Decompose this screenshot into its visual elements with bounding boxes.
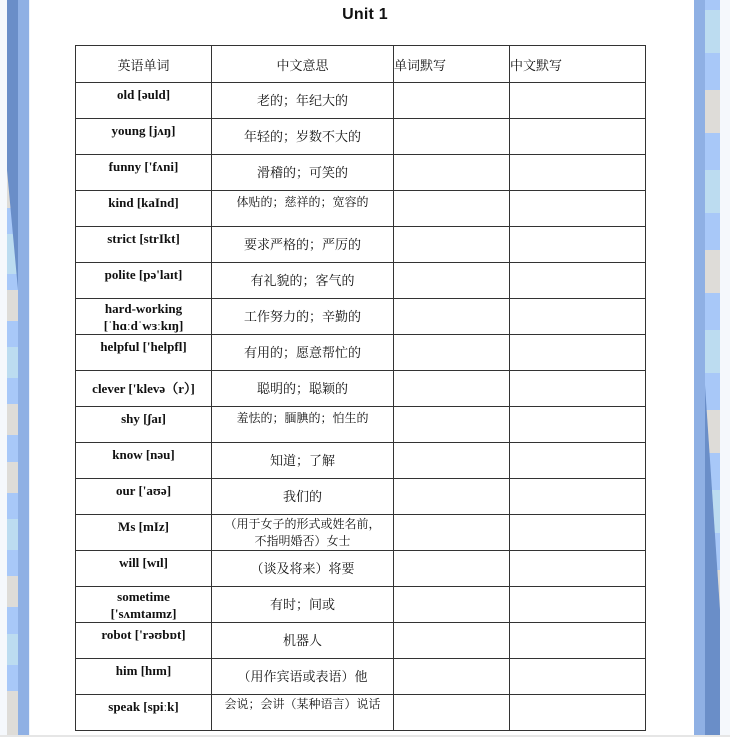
word-dictation-cell[interactable] (394, 551, 510, 587)
meaning-cell (212, 587, 394, 623)
table-row (76, 263, 646, 299)
header-word-dictation: 单词默写 (394, 46, 510, 83)
meaning-dictation-cell[interactable] (510, 119, 646, 155)
word-text: funny ['fʌni] (108, 159, 179, 174)
meaning-text: 聪明的；聪颖的 (256, 380, 348, 396)
word-dictation-blank[interactable] (394, 119, 509, 154)
word-cell (76, 443, 212, 479)
word-text: Ms [mIz] (118, 519, 169, 534)
table-row (76, 659, 646, 695)
word-text: helpful ['helpfl] (100, 339, 187, 354)
word-dictation-cell[interactable] (394, 407, 510, 443)
word-line-1: sometime (117, 589, 170, 604)
right-blue-band (694, 0, 705, 737)
meaning-text (212, 515, 393, 550)
word-cell (76, 335, 212, 371)
header-meaning-dictation: 中文默写 (510, 46, 646, 83)
meaning-dictation-blank[interactable] (510, 227, 645, 262)
table-row (76, 443, 646, 479)
meaning-text: 有礼貌的；客气的 (250, 272, 355, 288)
meaning-text: 有用的；愿意帮忙的 (243, 344, 361, 360)
table-row (76, 227, 646, 263)
word-dictation-cell[interactable] (394, 119, 510, 155)
meaning-dictation-blank[interactable] (510, 263, 645, 298)
meaning-cell (212, 407, 394, 443)
meaning-dictation-cell[interactable] (510, 551, 646, 587)
meaning-dictation-blank[interactable] (510, 299, 645, 334)
word-dictation-cell[interactable] (394, 587, 510, 623)
word-text (76, 587, 211, 622)
meaning-text: （用作宾语或表语）他 (237, 668, 368, 684)
meaning-line-2: 不指明婚否）女士 (254, 533, 351, 548)
meaning-dictation-blank[interactable] (510, 155, 645, 190)
word-line-1: hard-working (104, 301, 183, 316)
word-text: kind [kaInd] (108, 195, 179, 210)
meaning-text: 老的；年纪大的 (256, 92, 348, 108)
meaning-dictation-blank[interactable] (510, 335, 645, 370)
word-cell (76, 479, 212, 515)
meaning-cell (212, 299, 394, 335)
meaning-cell (212, 119, 394, 155)
meaning-text: 要求严格的；严厉的 (243, 236, 361, 252)
meaning-dictation-blank[interactable] (510, 119, 645, 154)
meaning-dictation-cell[interactable] (510, 695, 646, 731)
meaning-dictation-cell[interactable] (510, 299, 646, 335)
meaning-text: 滑稽的；可笑的 (256, 164, 348, 180)
meaning-dictation-cell[interactable] (510, 155, 646, 191)
word-text (76, 299, 211, 334)
word-cell (76, 371, 212, 407)
meaning-cell (212, 227, 394, 263)
left-band-edge (29, 0, 30, 737)
meaning-cell (212, 371, 394, 407)
word-dictation-blank[interactable] (394, 83, 509, 118)
left-page-margin (0, 0, 7, 737)
word-text: him [hɪm] (115, 663, 172, 678)
table-row (76, 155, 646, 191)
meaning-dictation-blank[interactable] (510, 551, 645, 586)
word-text: know [nəu] (112, 447, 175, 462)
meaning-cell (212, 83, 394, 119)
word-dictation-blank[interactable] (394, 479, 509, 514)
word-text: speak [spiːk] (108, 699, 179, 714)
meaning-dictation-cell[interactable] (510, 227, 646, 263)
table-row (76, 551, 646, 587)
word-cell (76, 263, 212, 299)
table-row (76, 371, 646, 407)
word-cell (76, 299, 212, 335)
word-dictation-cell[interactable] (394, 83, 510, 119)
word-dictation-blank[interactable] (394, 407, 509, 442)
meaning-dictation-blank[interactable] (510, 479, 645, 514)
meaning-cell (212, 335, 394, 371)
word-dictation-blank[interactable] (394, 659, 509, 694)
meaning-dictation-blank[interactable] (510, 587, 645, 622)
meaning-dictation-blank[interactable] (510, 191, 645, 226)
table-row (76, 191, 646, 227)
word-dictation-cell[interactable] (394, 695, 510, 731)
word-cell (76, 119, 212, 155)
word-dictation-blank[interactable] (394, 191, 509, 226)
word-dictation-blank[interactable] (394, 299, 509, 334)
word-dictation-blank[interactable] (394, 515, 509, 550)
word-line-2: [ˈhɑːdˈwɜːkɪŋ] (103, 318, 184, 333)
table-row (76, 695, 646, 731)
word-line-2: ['sʌmtaɪmz] (110, 606, 177, 621)
meaning-cell (212, 479, 394, 515)
word-dictation-blank[interactable] (394, 587, 509, 622)
word-dictation-blank[interactable] (394, 155, 509, 190)
word-cell (76, 551, 212, 587)
meaning-dictation-cell[interactable] (510, 659, 646, 695)
meaning-dictation-cell[interactable] (510, 443, 646, 479)
word-dictation-cell[interactable] (394, 335, 510, 371)
right-decorative-stripes (705, 0, 720, 737)
word-cell (76, 587, 212, 623)
meaning-dictation-blank[interactable] (510, 407, 645, 442)
word-dictation-cell[interactable] (394, 227, 510, 263)
meaning-text: 有时；间或 (269, 596, 335, 612)
meaning-dictation-blank[interactable] (510, 83, 645, 118)
vocabulary-table (75, 45, 646, 731)
table-row (76, 515, 646, 551)
word-dictation-blank[interactable] (394, 695, 509, 730)
word-cell (76, 659, 212, 695)
meaning-dictation-cell[interactable] (510, 263, 646, 299)
table-row (76, 623, 646, 659)
meaning-text: 会说；会讲（某种语言）说话 (224, 697, 381, 711)
word-dictation-cell[interactable] (394, 371, 510, 407)
table-row (76, 119, 646, 155)
table-row (76, 83, 646, 119)
meaning-dictation-cell[interactable] (510, 623, 646, 659)
page-title: Unit 1 (342, 6, 388, 23)
meaning-dictation-cell[interactable] (510, 191, 646, 227)
word-text: strict [strIkt] (107, 231, 180, 246)
left-wedge-shape (7, 0, 18, 737)
word-dictation-blank[interactable] (394, 371, 509, 406)
word-text: old [əuld] (116, 87, 171, 102)
table-row (76, 479, 646, 515)
meaning-line-1: （用于女子的形式或姓名前， (224, 516, 381, 531)
table-header-row (76, 46, 646, 83)
word-dictation-blank[interactable] (394, 335, 509, 370)
meaning-cell (212, 263, 394, 299)
word-dictation-blank[interactable] (394, 227, 509, 262)
word-dictation-cell[interactable] (394, 623, 510, 659)
word-cell (76, 515, 212, 551)
meaning-dictation-blank[interactable] (510, 695, 645, 730)
table-row (76, 299, 646, 335)
word-cell (76, 227, 212, 263)
table-row (76, 587, 646, 623)
right-page-margin (720, 0, 730, 737)
meaning-dictation-blank[interactable] (510, 515, 645, 550)
left-decorative-stripes (7, 0, 18, 737)
meaning-text: 机器人 (282, 632, 322, 648)
word-dictation-cell[interactable] (394, 191, 510, 227)
word-dictation-blank[interactable] (394, 263, 509, 298)
meaning-dictation-cell[interactable] (510, 407, 646, 443)
meaning-dictation-blank[interactable] (510, 371, 645, 406)
word-text: our ['aʊə] (115, 483, 172, 498)
word-dictation-blank[interactable] (394, 443, 509, 478)
meaning-dictation-cell[interactable] (510, 587, 646, 623)
word-text: young [jʌŋ] (111, 123, 176, 138)
meaning-cell (212, 695, 394, 731)
meaning-dictation-blank[interactable] (510, 623, 645, 658)
meaning-text: 工作努力的；辛勤的 (243, 308, 361, 324)
left-blue-band (18, 0, 29, 737)
meaning-text: （谈及将来）将要 (250, 560, 355, 576)
word-dictation-cell[interactable] (394, 479, 510, 515)
right-wedge-shape (705, 0, 720, 737)
word-text: clever ['klevə（r）] (92, 381, 195, 396)
word-text: shy [ʃaɪ] (121, 411, 166, 426)
meaning-dictation-cell[interactable] (510, 83, 646, 119)
word-text: polite [pə'laɪt] (104, 267, 183, 282)
meaning-text: 我们的 (282, 488, 322, 504)
word-dictation-blank[interactable] (394, 623, 509, 658)
word-text: will [wɪl] (119, 555, 168, 570)
meaning-cell (212, 515, 394, 551)
word-dictation-cell[interactable] (394, 155, 510, 191)
word-dictation-cell[interactable] (394, 659, 510, 695)
word-dictation-cell[interactable] (394, 443, 510, 479)
meaning-dictation-blank[interactable] (510, 443, 645, 478)
meaning-dictation-blank[interactable] (510, 659, 645, 694)
meaning-text: 知道；了解 (269, 452, 335, 468)
header-english-word: 英语单词 (76, 46, 212, 83)
word-text: robot ['rəʊbɒt] (101, 627, 186, 642)
word-cell (76, 83, 212, 119)
meaning-cell (212, 659, 394, 695)
word-dictation-cell[interactable] (394, 263, 510, 299)
meaning-dictation-cell[interactable] (510, 371, 646, 407)
meaning-cell (212, 191, 394, 227)
meaning-dictation-cell[interactable] (510, 479, 646, 515)
word-dictation-cell[interactable] (394, 515, 510, 551)
meaning-text: 体贴的；慈祥的；宽容的 (236, 195, 369, 209)
meaning-cell (212, 155, 394, 191)
word-dictation-blank[interactable] (394, 551, 509, 586)
word-cell (76, 623, 212, 659)
meaning-text: 年轻的；岁数不大的 (243, 128, 361, 144)
word-cell (76, 191, 212, 227)
meaning-dictation-cell[interactable] (510, 515, 646, 551)
table-row (76, 407, 646, 443)
word-cell (76, 155, 212, 191)
meaning-dictation-cell[interactable] (510, 335, 646, 371)
word-cell (76, 695, 212, 731)
header-chinese-meaning: 中文意思 (212, 46, 394, 83)
meaning-cell (212, 551, 394, 587)
table-row (76, 335, 646, 371)
meaning-text: 羞怯的；腼腆的；怕生的 (236, 411, 369, 425)
meaning-cell (212, 443, 394, 479)
word-dictation-cell[interactable] (394, 299, 510, 335)
word-cell (76, 407, 212, 443)
meaning-cell (212, 623, 394, 659)
